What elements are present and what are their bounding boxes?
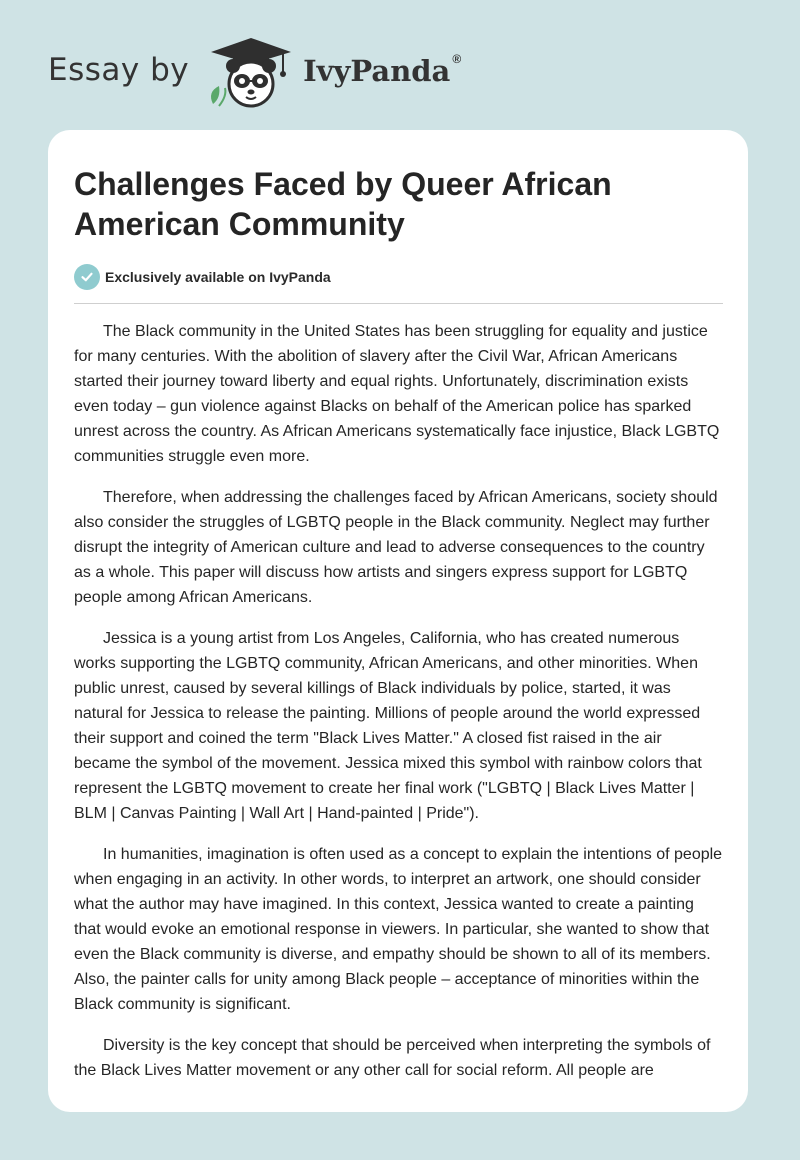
paragraph: In humanities, imagination is often used as a concept to explain the intentions of people when engaging in an activity. In other words, to interpret an artwork, one should consider what the author may have imagined. In this context, Jessica wanted to create a painting that would evoke an emotional response in viewers. In particular, she wanted to show that even the Black community is diverse, and empathy should be shown to all of its members. Also, the painter calls for unity among Black people – acceptance of minorities within the Black community is significant. xyxy=(74,846,723,1013)
paragraph: Jessica is a young artist from Los Angeles, California, who has created numerous works supporting the LGBTQ community, African Americans, and other minorities. When public unrest, caused by several killings of Black individuals by police, started, it was natural for Jessica to release the painting. Millions of people around the world expressed their support and coined the term "Black Lives Matter." A closed fist raised in the air became the symbol of the movement. Jessica mixed this symbol with rainbow colors that represent the LGBTQ movement to create her final work ("LGBTQ | Black Lives Matter | BLM | Canvas Painting | Wall Art | Hand-painted | Pride"). xyxy=(74,630,702,822)
essay-by-label: Essay by xyxy=(48,52,190,88)
paragraph: Diversity is the key concept that should be perceived when interpreting the symbols of the Black Lives Matter movement or any other call for social reform. All people are xyxy=(74,1037,711,1079)
brand-name: IvyPanda ® xyxy=(303,52,462,88)
title-divider xyxy=(74,303,723,304)
paragraph: Therefore, when addressing the challenges faced by African Americans, society should also consider the struggles of LGBTQ people in the Black community. Neglect may further disrupt the integrity of American culture and lead to adverse consequences to the country as a whole. This paper will discuss how artists and singers express support for LGBTQ people among African Americans. xyxy=(74,489,718,606)
site-logo[interactable] xyxy=(48,34,461,112)
check-icon xyxy=(74,264,100,290)
paragraph: The Black community in the United States has been struggling for equality and justice for many centuries. With the abolition of slavery after the Civil War, African Americans started their journey toward liberty and equal rights. Unfortunately, discrimination exists even today – gun violence against Blacks on behalf of the American police has sparked unrest across the country. As African Americans systematically face injustice, Black LGBTQ communities struggle even more. xyxy=(74,323,720,465)
essay-title: Challenges Faced by Queer African American Community xyxy=(74,166,612,242)
trademark-mark: ® xyxy=(452,52,462,66)
panda-graduate-icon xyxy=(203,34,299,112)
exclusive-badge-label: Exclusively available on IvyPanda xyxy=(105,269,331,285)
essay-card xyxy=(48,130,748,1112)
exclusive-badge xyxy=(74,264,331,290)
essay-body xyxy=(74,319,723,1099)
